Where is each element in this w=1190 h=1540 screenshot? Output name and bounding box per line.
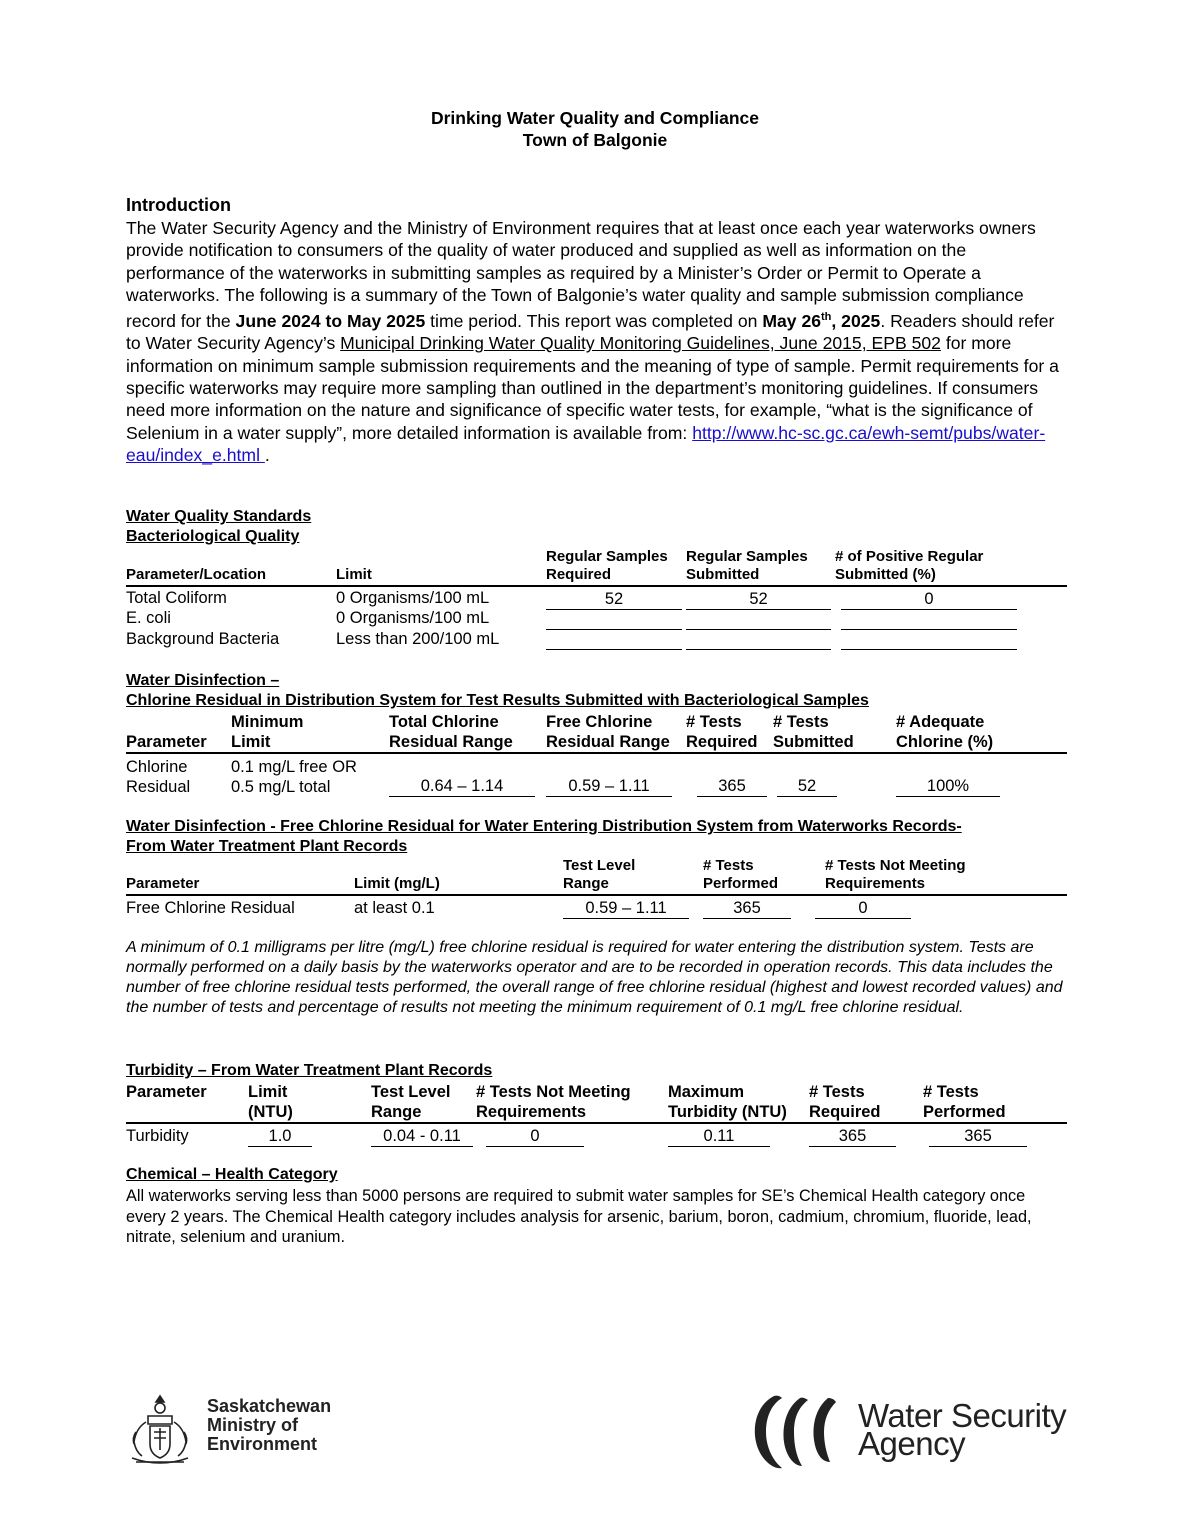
limit-value: 1.0: [248, 1127, 312, 1147]
table-row: Free Chlorine Residual: [126, 899, 295, 917]
bacteriological-heading: Bacteriological Quality: [126, 528, 300, 545]
col-header-tests-required: # Tests Required: [686, 713, 758, 751]
treatment-plant-heading: From Water Treatment Plant Records: [126, 838, 408, 855]
total-chlorine-range: 0.64 – 1.14: [389, 777, 535, 797]
tests-not-meeting-value: 0: [486, 1127, 584, 1147]
submitted-value: [686, 610, 831, 630]
col-header-tests-not-meeting: # Tests Not Meeting Requirements: [476, 1083, 631, 1121]
free-chlorine-range: 0.59 – 1.11: [546, 777, 672, 797]
table-rule: [126, 752, 1067, 754]
required-value: [546, 630, 682, 650]
table-row: Turbidity: [126, 1127, 189, 1145]
page-title: Drinking Water Quality and Compliance: [430, 108, 759, 128]
tests-performed-value: 365: [929, 1127, 1027, 1147]
tests-submitted-value: 52: [777, 777, 837, 797]
chemical-heading: Chemical – Health Category: [126, 1166, 338, 1183]
tests-required-value: 365: [809, 1127, 896, 1147]
health-canada-link[interactable]: http://www.hc-sc.gc.ca/ewh-semt/pubs/water-eau/index_e.html: [126, 422, 1046, 465]
col-header-parameter: Parameter: [126, 1083, 207, 1101]
limit-cell: 0 Organisms/100 mL: [336, 589, 490, 607]
adequate-chlorine-value: 100%: [896, 777, 1000, 797]
test-range-value: 0.59 – 1.11: [563, 899, 689, 919]
turbidity-heading: Turbidity – From Water Treatment Plant Records: [126, 1062, 493, 1079]
limit-cell: 0.1 mg/L free OR 0.5 mg/L total: [231, 758, 357, 796]
col-header-tests-required: # Tests Required: [809, 1083, 881, 1121]
col-header-adequate-chlorine: # Adequate Chlorine (%): [896, 713, 994, 751]
wsa-logo-text: Water Security Agency: [858, 1397, 1067, 1462]
table-row: E. coli: [126, 609, 171, 627]
table-rule: [126, 894, 1067, 896]
wqs-heading: Water Quality Standards: [126, 508, 312, 525]
positive-value: 0: [841, 590, 1017, 610]
col-header-test-range: Test Level Range: [563, 857, 636, 892]
chemical-paragraph: All waterworks serving less than 5000 persons are required to submit water samples for SE’s Chemical Health category once every 2 years. The Chemical Health category includes analysis for arsenic, barium, boron, cadmium, chromium, fluoride, lead, nitrate, selenium and uranium.: [126, 1187, 1032, 1246]
max-turbidity-value: 0.11: [668, 1127, 770, 1147]
col-header-required: Regular Samples Required: [546, 548, 668, 583]
col-header-parameter-location: Parameter/Location: [126, 566, 267, 583]
col-header-total-chlorine: Total Chlorine Residual Range: [389, 713, 513, 751]
positive-value: [841, 630, 1017, 650]
col-header-minimum-limit: Minimum Limit: [231, 713, 304, 751]
positive-value: [841, 610, 1017, 630]
col-header-free-chlorine: Free Chlorine Residual Range: [546, 713, 670, 751]
saskatchewan-coat-of-arms-icon: [126, 1392, 194, 1468]
table-rule: [126, 1122, 1067, 1124]
col-header-positive: # of Positive Regular Submitted (%): [835, 548, 984, 583]
col-header-submitted: Regular Samples Submitted: [686, 548, 808, 583]
col-header-tests-not-meeting: # Tests Not Meeting Requirements: [825, 857, 966, 892]
chlorine-note: A minimum of 0.1 milligrams per litre (mg/L) free chlorine residual is required for water entering the distribution system. Tests are normally performed on a daily basis by the waterworks operator and are to be recorded in operation records. This data includes the number of free chlorine residual tests performed, the overall range of free chlorine residual (highest and lowest recorded values) and the number of tests and percentage of results not meeting the minimum requirement of 0.1 mg/L free chlorine residual.: [126, 939, 1063, 1016]
col-header-tests-submitted: # Tests Submitted: [773, 713, 854, 751]
limit-cell: at least 0.1: [354, 899, 435, 917]
col-header-test-range: Test Level Range: [371, 1083, 451, 1121]
test-range-value: 0.04 - 0.11: [371, 1127, 473, 1147]
col-header-tests-performed: # Tests Performed: [703, 857, 779, 892]
tests-performed-value: 365: [703, 899, 791, 919]
table-row: Chlorine Residual: [126, 758, 191, 796]
free-chlorine-entering-heading: Water Disinfection - Free Chlorine Residual for Water Entering Distribution System from Waterworks Records-: [126, 818, 962, 835]
guideline-link[interactable]: Municipal Drinking Water Quality Monitoring Guidelines, June 2015, EPB 502: [340, 333, 941, 354]
table-row: Total Coliform: [126, 589, 227, 607]
table-row: Background Bacteria: [126, 630, 280, 648]
required-value: [546, 610, 682, 630]
limit-cell: 0 Organisms/100 mL: [336, 609, 490, 627]
limit-cell: Less than 200/100 mL: [336, 630, 500, 648]
tests-not-meeting-value: 0: [815, 899, 911, 919]
ministry-logo-text: Saskatchewan Ministry of Environment: [207, 1396, 332, 1454]
col-header-limit-ntu: Limit (NTU): [248, 1083, 293, 1121]
col-header-limit: Limit (mg/L): [354, 875, 440, 892]
col-header-max-turbidity: Maximum Turbidity (NTU): [668, 1083, 787, 1121]
page-subtitle: Town of Balgonie: [522, 130, 668, 150]
submitted-value: 52: [686, 590, 831, 610]
submitted-value: [686, 630, 831, 650]
table-rule: [126, 585, 1067, 587]
intro-paragraph: The Water Security Agency and the Ministry of Environment requires that at least once each year waterworks owners provide notification to consumers of the quality of water produced and supplied as well as information on the performance of the waterworks in submitting samples as required by a Minister’s Order or Permit to Operate a waterworks. The following is a summary of the Town of Balgonie’s water quality and sample submission compliance record for the June 2024 to May 2025 time period. This report was completed on May 26th, 2025. Readers should refer to Water Security Agency’s Municipal Drinking Water Quality Monitoring Guidelines, June 2015, EPB 502 for more information on minimum sample submission requirements and the meaning of type of sample. Permit requirements for a specific waterworks may require more sampling than outlined in the department’s monitoring guidelines. If consumers need more information on the nature and significance of specific water tests, for example, “what is the significance of Selenium in a water supply”, more detailed information is available from: http://www.hc-sc.gc.ca/ewh-semt/pubs/water-eau/index_e.html .: [126, 218, 1059, 465]
intro-heading: Introduction: [126, 195, 231, 215]
chlorine-distribution-heading: Chlorine Residual in Distribution System for Test Results Submitted with Bacteriological Samples: [126, 692, 869, 709]
col-header-limit: Limit: [336, 566, 372, 583]
col-header-parameter: Parameter: [126, 875, 200, 892]
col-header-parameter: Parameter: [126, 733, 207, 751]
water-security-agency-logo-icon: [752, 1390, 852, 1472]
disinfection-heading: Water Disinfection –: [126, 672, 280, 689]
required-value: 52: [546, 590, 682, 610]
tests-required-value: 365: [697, 777, 767, 797]
col-header-tests-performed: # Tests Performed: [923, 1083, 1006, 1121]
